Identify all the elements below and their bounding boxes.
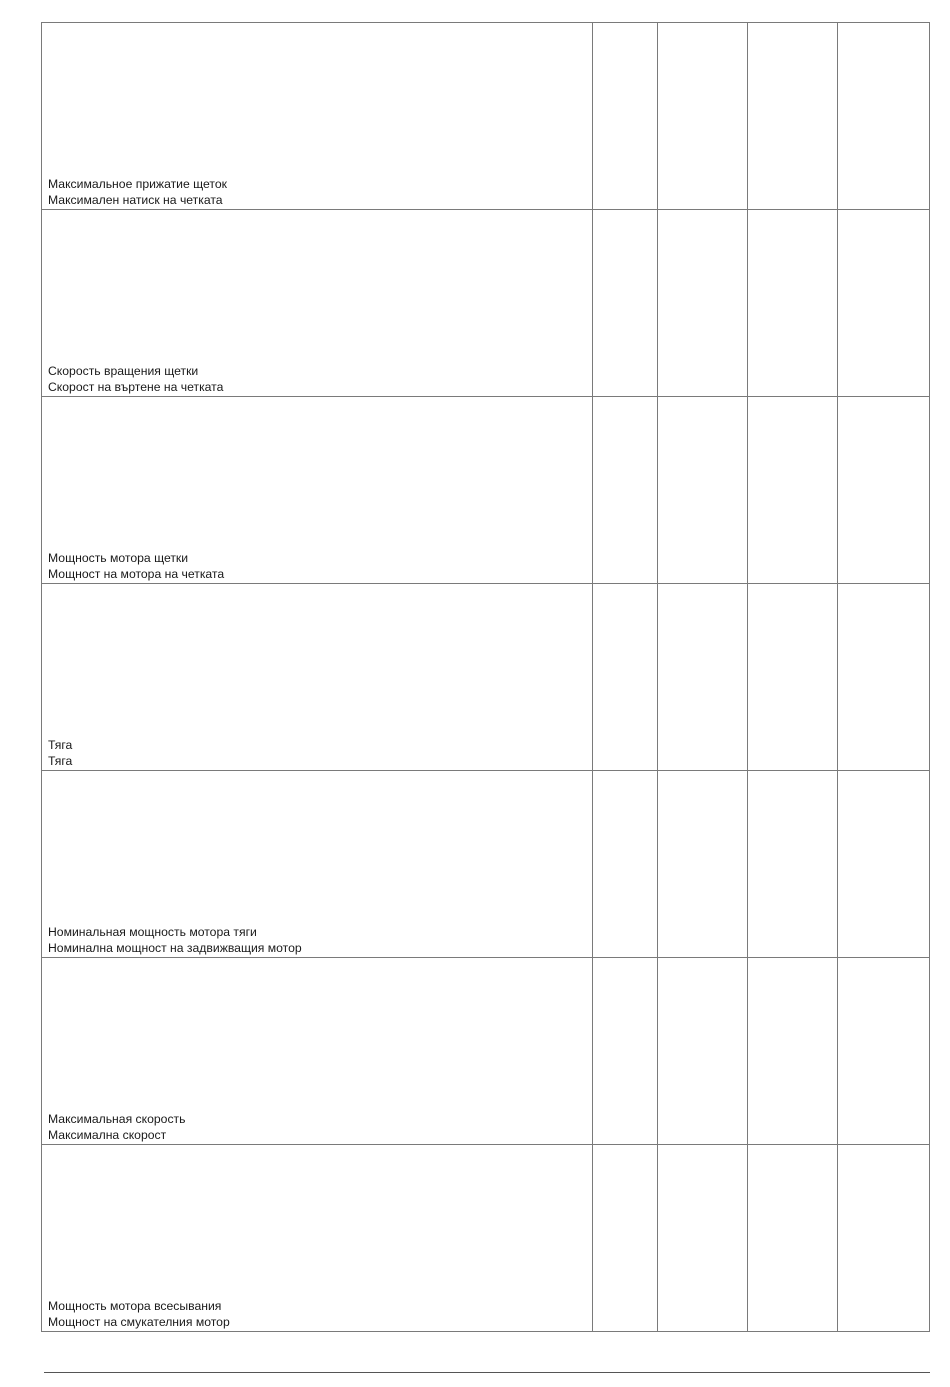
value-cell (748, 397, 838, 584)
table-row (42, 771, 930, 958)
table-row (42, 397, 930, 584)
value-cell (593, 958, 658, 1145)
value-cell (593, 210, 658, 397)
row-label (42, 364, 592, 396)
value-cell (658, 958, 748, 1145)
value-cell (838, 958, 930, 1145)
row-label-cell (42, 1145, 593, 1332)
row-label-cell (42, 771, 593, 958)
row-label (42, 1299, 592, 1331)
label-russian: Мощность мотора всесывания (48, 1299, 222, 1313)
label-russian: Мощность мотора щетки (48, 551, 189, 565)
value-cell (658, 23, 748, 210)
label-bulgarian: Максимална скорост (48, 1127, 167, 1142)
row-label (42, 1112, 592, 1144)
value-cell (658, 771, 748, 958)
value-cell (748, 210, 838, 397)
value-cell (658, 1145, 748, 1332)
row-label (42, 925, 592, 957)
spec-table (41, 22, 930, 1332)
row-label (42, 551, 592, 583)
label-russian: Номинальная мощность мотора тяги (48, 925, 257, 939)
value-cell (748, 771, 838, 958)
value-cell (748, 958, 838, 1145)
row-label-cell (42, 958, 593, 1145)
value-cell (838, 23, 930, 210)
row-label (42, 177, 592, 209)
row-label-cell (42, 210, 593, 397)
value-cell (593, 771, 658, 958)
label-russian: Скорость вращения щетки (48, 364, 199, 378)
value-cell (838, 584, 930, 771)
value-cell (748, 1145, 838, 1332)
value-cell (838, 771, 930, 958)
table-row (42, 210, 930, 397)
label-russian: Максимальная скорость (48, 1112, 186, 1126)
table-row (42, 23, 930, 210)
value-cell (838, 1145, 930, 1332)
table-row (42, 1145, 930, 1332)
value-cell (593, 397, 658, 584)
value-cell (748, 23, 838, 210)
footer-divider (44, 1372, 930, 1373)
value-cell (838, 397, 930, 584)
value-cell (593, 584, 658, 771)
label-russian: Максимальное прижатие щеток (48, 177, 227, 191)
row-label (42, 738, 592, 770)
row-label-cell (42, 584, 593, 771)
value-cell (838, 210, 930, 397)
value-cell (658, 210, 748, 397)
value-cell (748, 584, 838, 771)
label-bulgarian: Тяга (48, 753, 73, 768)
table-row (42, 958, 930, 1145)
label-russian: Тяга (48, 738, 73, 752)
label-bulgarian: Максимален натиск на четката (48, 192, 223, 207)
value-cell (658, 584, 748, 771)
table-row (42, 584, 930, 771)
label-bulgarian: Скорост на въртене на четката (48, 379, 224, 394)
label-bulgarian: Номинална мощност на задвижващия мотор (48, 940, 302, 955)
label-bulgarian: Мощност на мотора на четката (48, 566, 225, 581)
row-label-cell (42, 23, 593, 210)
value-cell (593, 1145, 658, 1332)
value-cell (593, 23, 658, 210)
value-cell (658, 397, 748, 584)
row-label-cell (42, 397, 593, 584)
label-bulgarian: Мощност на смукателния мотор (48, 1314, 230, 1329)
